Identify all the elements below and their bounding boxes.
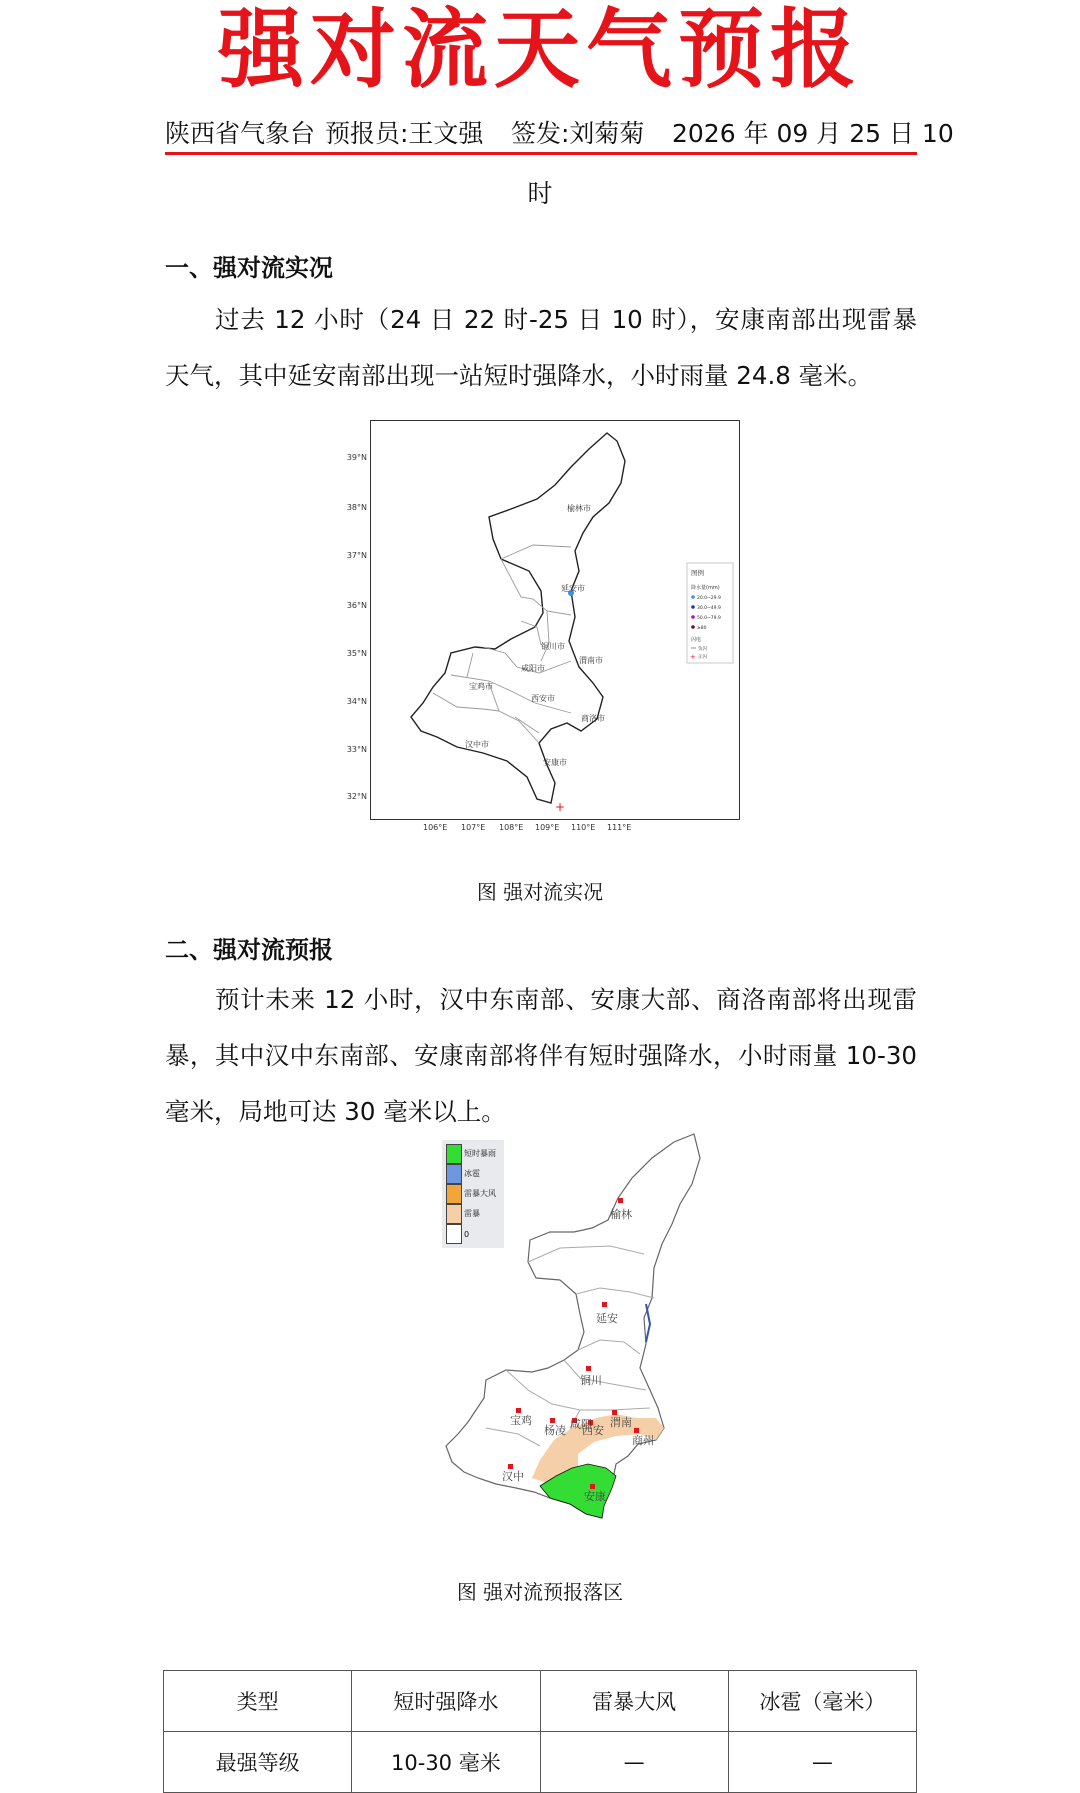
city-label: 咸阳市 (521, 664, 545, 673)
forecaster: 预报员:王文强 (325, 119, 484, 148)
lon-label: 109°E (535, 823, 560, 832)
legend-item: 20.0~29.9 (697, 596, 721, 601)
lon-labels (371, 823, 739, 837)
legend-item: 0 (464, 1230, 470, 1239)
table-header-row (164, 1671, 917, 1732)
city-label: 安康市 (543, 758, 567, 767)
city-label: 铜川 (580, 1374, 602, 1387)
city-label: 榆林市 (567, 504, 591, 513)
city-label: 宝鸡市 (469, 682, 493, 691)
table-header-cell: 类型 (164, 1671, 352, 1732)
province-outline (411, 433, 625, 803)
city-label: 商州 (632, 1434, 654, 1447)
section2-text: 预计未来 12 小时，汉中东南部、安康大部、商洛南部将出现雷暴，其中汉中东南部、安康南部将伴有短时强降水，小时雨量 10-30 毫米，局地可达 30 毫米以上。 (165, 985, 917, 1126)
city-label: 西安 (582, 1424, 604, 1437)
lat-label: 33°N (346, 745, 367, 754)
city-label: 汉中市 (465, 740, 489, 749)
section1-heading: 一、强对流实况 (165, 254, 333, 282)
legend-title: 图例 (691, 569, 704, 577)
forecast-map-svg (440, 1128, 710, 1554)
agency: 陕西省气象台 (165, 119, 316, 148)
city-label: 渭南 (610, 1416, 632, 1429)
city-label: 杨凌 (544, 1424, 566, 1437)
table-cell: 最强等级 (164, 1732, 352, 1793)
legend-item: 短时暴雨 (464, 1149, 496, 1158)
lat-label: 34°N (346, 697, 367, 706)
issue-datetime-tail: 时 (527, 179, 553, 208)
legend-item: 雷暴 (464, 1209, 480, 1218)
lat-label: 38°N (346, 503, 367, 512)
lat-label: 35°N (346, 649, 367, 658)
lat-label: 32°N (346, 792, 367, 801)
lon-label: 106°E (423, 823, 448, 832)
legend-item: 雷暴大风 (464, 1189, 496, 1198)
table-cell: — (540, 1732, 728, 1793)
city-label: 汉中 (502, 1470, 524, 1483)
legend-rain-title: 降水量(mm) (691, 585, 720, 591)
lon-label: 107°E (461, 823, 486, 832)
table-header-cell: 雷暴大风 (540, 1671, 728, 1732)
figure2-caption: 图 强对流预报落区 (456, 1580, 624, 1604)
svg-text:+: + (690, 653, 696, 661)
legend-item: ≥80 (697, 626, 707, 631)
table-cell: 10-30 毫米 (352, 1732, 540, 1793)
section2-heading: 二、强对流预报 (165, 936, 333, 964)
lightning-marker: + (555, 800, 566, 814)
legend-lightning-title: 闪电 (691, 637, 702, 643)
issuer: 签发:刘菊菊 (511, 119, 645, 148)
issue-datetime: 2026 年 09 月 25 日 10 (672, 119, 954, 148)
observed-map (346, 420, 740, 832)
lat-label: 36°N (346, 601, 367, 610)
legend-item: 30.0~49.9 (697, 606, 721, 611)
lon-label: 111°E (607, 823, 632, 832)
city-label: 延安市 (561, 584, 585, 593)
summary-table (163, 1670, 917, 1793)
lon-label: 108°E (499, 823, 524, 832)
lat-label: 39°N (346, 453, 367, 462)
river (646, 1304, 650, 1342)
lat-label: 37°N (346, 551, 367, 560)
legend-item: 负闪 (698, 647, 707, 652)
forecast-map (440, 1128, 710, 1554)
table-row (164, 1732, 917, 1793)
legend-item: 50.0~79.9 (697, 616, 721, 621)
legend-item: 冰雹 (464, 1169, 480, 1178)
city-label: 延安 (596, 1312, 618, 1325)
map1-legend (687, 563, 733, 663)
table-header-cell: 冰雹（毫米） (728, 1671, 916, 1732)
city-label: 西安市 (531, 694, 555, 703)
lat-labels (337, 421, 367, 819)
table-cell: — (728, 1732, 916, 1793)
header-meta (165, 116, 954, 155)
table-header-cell: 短时强降水 (352, 1671, 540, 1732)
lon-label: 110°E (571, 823, 596, 832)
page-title: 强对流天气预报 (218, 0, 862, 100)
city-label: 宝鸡 (510, 1414, 532, 1427)
city-label: 咸阳 (570, 1418, 592, 1431)
observed-map-svg (371, 421, 739, 819)
city-label: 榆林 (610, 1208, 632, 1221)
legend-item: 正闪 (698, 655, 707, 660)
city-label: 渭南市 (579, 656, 603, 665)
map1-city-labels (465, 503, 605, 767)
city-label: 安康 (584, 1490, 606, 1503)
section1-text: 过去 12 小时（24 日 22 时-25 日 10 时），安康南部出现雷暴天气，其中延安南部出现一站短时强降水，小时雨量 24.8 毫米。 (165, 305, 917, 390)
city-label: 铜川市 (541, 642, 565, 651)
city-label: 商洛市 (581, 714, 605, 723)
figure1-caption: 图 强对流实况 (476, 880, 604, 904)
